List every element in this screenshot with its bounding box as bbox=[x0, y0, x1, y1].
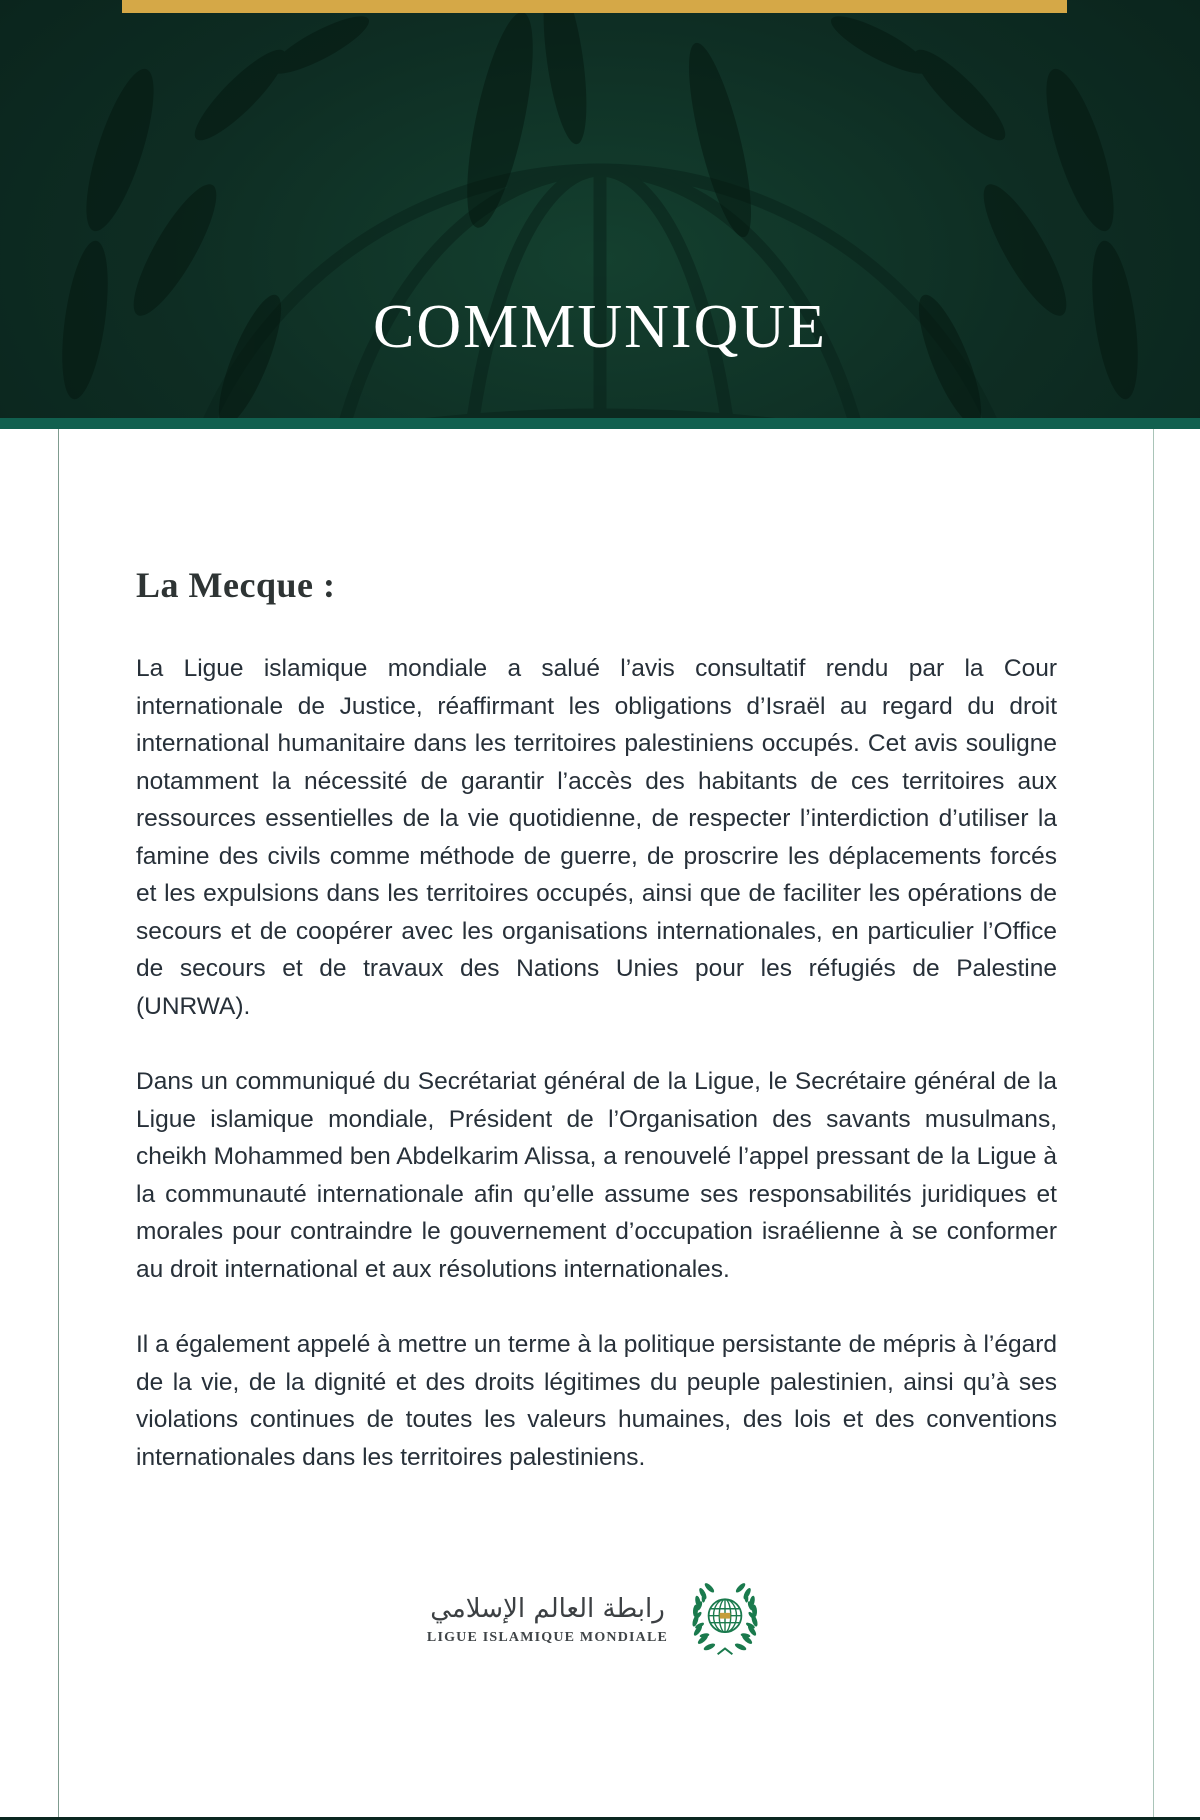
paragraph-2: Dans un communiqué du Secrétariat général de la Ligue, le Secrétaire général de la Ligue islamique mondiale, Président de l’Organisation des savants musulmans, cheikh Mohammed ben Abdelkarim Alissa, a renouvelé l’appel pressant de la Ligue à la communauté internationale afin qu’elle assume ses responsabilités juridiques et morales pour contraindre le gouvernement d’occupation israélienne à se conformer au droit international et aux résolutions internationales. bbox=[136, 1068, 1057, 1283]
left-margin-rule bbox=[58, 429, 59, 1817]
paragraph-1: La Ligue islamique mondiale a salué l’avis consultatif rendu par la Cour internationale de Justice, réaffirmant les obligations d’Israël au regard du droit international humanitaire dans les territoires palestiniens occupés. Cet avis souligne notamment la nécessité de garantir l’accès des habitants de ces territoires aux ressources essentielles de la vie quotidienne, de respecter l’interdiction d’utiliser la famine des civils comme méthode de guerre, de proscrire les déplacements forcés et les expulsions dans les territoires occupés, ainsi que de faciliter les opérations de secours et de coopérer avec les organisations internationales, en particulier l’Office de secours et de travaux des Nations Unies pour les réfugiés de Palestine (UNRWA). bbox=[136, 655, 1057, 1020]
page-title: COMMUNIQUE bbox=[373, 293, 827, 361]
logo-text-block bbox=[427, 1592, 668, 1646]
paragraph-3: Il a également appelé à mettre un terme à la politique persistante de mépris à l’égard de la vie, de la dignité et des droits légitimes du peuple palestinien, ainsi qu’à ses violations continues de toutes les valeurs humaines, des lois et des conventions internationales dans les territoires palestiniens. bbox=[136, 1331, 1057, 1471]
logo-arabic-calligraphy: رابطة العالم الإسلامي bbox=[430, 1593, 665, 1624]
document-body bbox=[0, 429, 1200, 1817]
organization-logo bbox=[136, 1581, 1057, 1657]
right-margin-rule bbox=[1153, 429, 1154, 1817]
emblem-gold-mark bbox=[720, 1613, 731, 1619]
logo-caption: LIGUE ISLAMIQUE MONDIALE bbox=[426, 1630, 669, 1646]
header-divider-band bbox=[0, 418, 1200, 429]
document-content bbox=[136, 429, 1057, 1657]
laurel-globe-emblem-icon bbox=[684, 1581, 766, 1657]
wreath-stem bbox=[718, 1649, 733, 1655]
header-banner bbox=[0, 0, 1200, 418]
location-heading: La Mecque : bbox=[136, 565, 336, 605]
gold-accent-bar bbox=[122, 0, 1067, 13]
